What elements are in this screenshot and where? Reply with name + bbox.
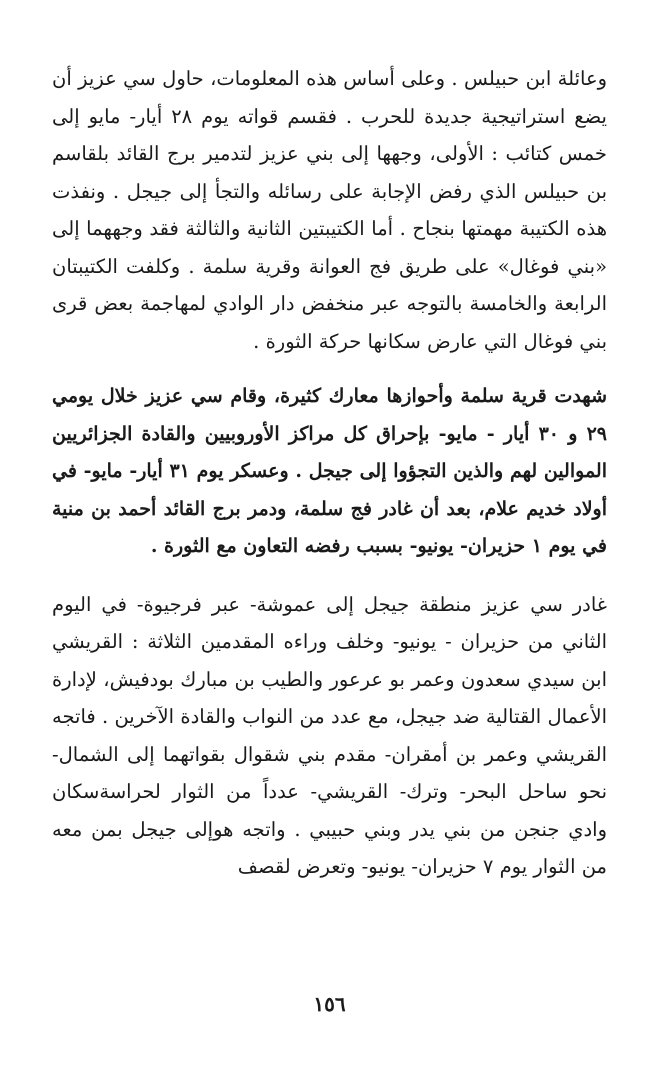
paragraph-1: وعائلة ابن حبيلس . وعلى أساس هذه المعلومات، حاول سي عزيز أن يضع استراتيجية جديدة للحرب . فقسم قواته يوم ٢٨ أيار- مايو إلى خمس كتائب : الأولى، وجهها إلى بني عزيز لتدمير برج القائد بلقاسم بن حبيلس الذي رفض الإجابة على رسائله والتجأ إلى جيجل . ونفذت هذه الكتيبة مهمتها بنجاح . أما الكتيبتين الثانية والثالثة فقد وجههما إلى «بني فوغال» على طريق فج العوانة وقرية سلمة . وكلفت الكتيبتان الرابعة والخامسة بالتوجه عبر منخفض دار الوادي لمهاجمة بعض قرى بني فوغال التي عارض سكانها حركة الثورة .: [52, 67, 607, 353]
document-page: [52, 60, 607, 886]
page-number: ١٥٦: [313, 992, 346, 1016]
paragraph-3: غادر سي عزيز منطقة جيجل إلى عموشة- عبر فرجيوة- في اليوم الثاني من حزيران - يونيو- وخلف وراءه المقدمين الثلاثة : القريشي ابن سيدي سعدون وعمر بو عرعور والطيب بن مبارك بودفيش، لإدارة الأعمال القتالية ضد جيجل، مع عدد من النواب والقادة الآخرين . فاتجه القريشي وعمر بن أمقران- مقدم بني شقوال بقواتهما إلى الشمال- نحو ساحل البحر- وترك- القريشي- عدداً من الثوار لحراسةسكان وادي جنجن من بني يدر وبني حبيبي . واتجه هوإلى جيجل بمن معه من الثوار يوم ٧ حزيران- يونيو- وتعرض لقصف: [52, 592, 607, 878]
paragraph-2-bold: شهدت قرية سلمة وأحوازها معارك كثيرة، وقام سي عزيز خلال يومي ٢٩ و ٣٠ أيار - مايو- بإحراق كل مراكز الأوروبيين والقادة الجزائريين الموالين لهم والذين التجؤوا إلى جيجل . وعسكر يوم ٣١ أيار- مايو- في أولاد خديم علام، بعد أن غادر فج سلمة، ودمر برج القائد أحمد بن منية في يوم ١ حزيران- يونيو- بسبب رفضه التعاون مع الثورة .: [52, 385, 607, 557]
